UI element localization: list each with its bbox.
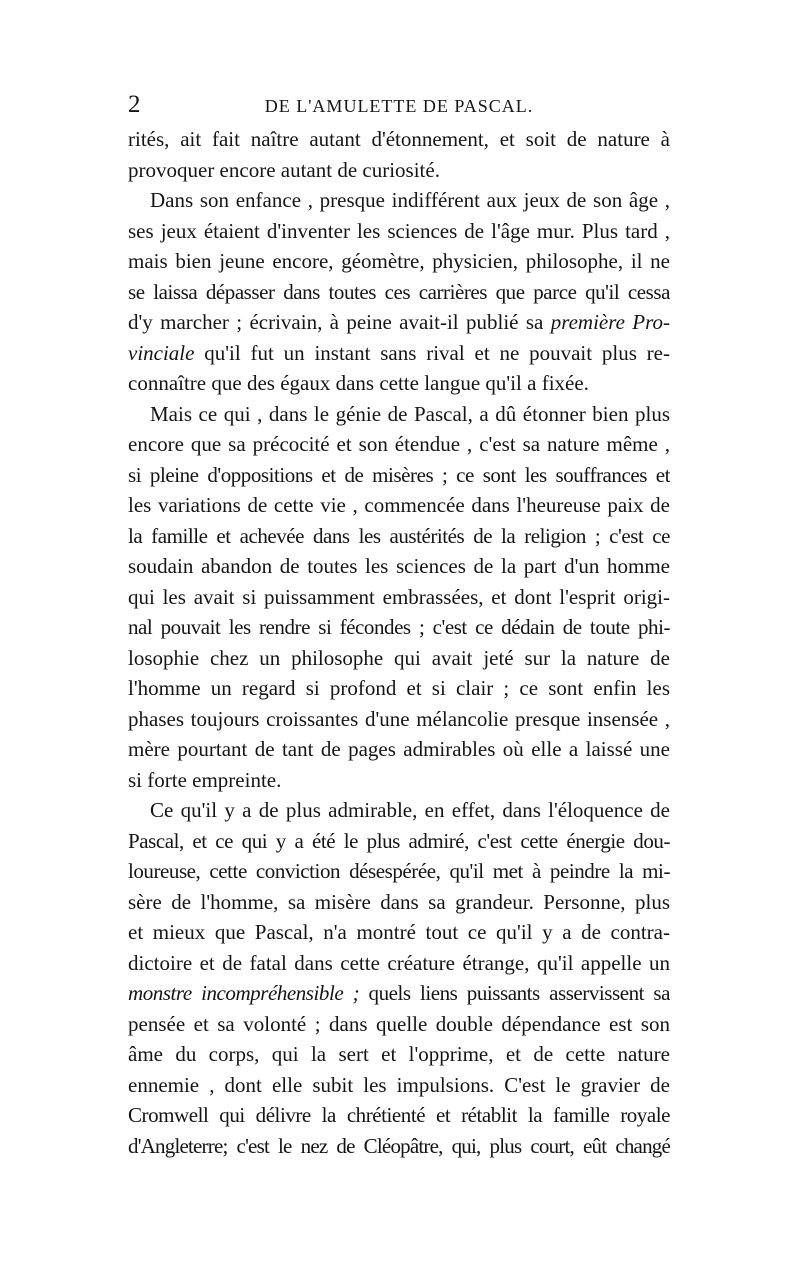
paragraph (128, 124, 670, 185)
text-line: phases toujours croissantes d'une mélancolie presque insensée , (128, 706, 670, 731)
text-line: loureuse, cette conviction désespérée, qu'il met à peindre la mi- (128, 859, 670, 883)
text-line: et mieux que Pascal, n'a montré tout ce qu'il y a de contra- (128, 920, 670, 944)
paragraph (128, 399, 670, 796)
text-line: se laissa dépasser dans toutes ces carrières que parce qu'il cessa (128, 279, 670, 304)
text-line: Cromwell qui délivre la chrétienté et rétablit la famille royale (128, 1103, 670, 1127)
text-line: si pleine d'oppositions et de misères ; ce sont les souffrances et (128, 462, 670, 487)
text-line: pensée et sa volonté ; dans quelle double dépendance est son (128, 1011, 670, 1036)
text-line: Ce qu'il y a de plus admirable, en effet, dans l'éloquence de (150, 798, 670, 822)
text-line: Dans son enfance , presque indifférent aux jeux de son âge , (150, 188, 670, 212)
text-line: soudain abandon de toutes les sciences de la part d'un homme (128, 554, 670, 578)
page-body (128, 124, 670, 1161)
text-line (128, 338, 670, 369)
text-line: âme du corps, qui la sert et l'opprime, et de cette nature (128, 1042, 670, 1066)
text-run: d'y marcher ; écrivain, à peine avait-il publié sa (128, 310, 544, 334)
text-run: qu'il fut un instant sans rival et ne pouvait plus re- (194, 340, 670, 365)
text-line: qui les avait si puissamment embrassées, et dont l'esprit origi- (128, 584, 670, 609)
text-line: Pascal, et ce qui y a été le plus admiré, c'est cette énergie dou- (128, 828, 670, 853)
text-line: la famille et achevée dans les austérités de la religion ; c'est ce (128, 523, 670, 548)
running-title: DE L'AMULETTE DE PASCAL. (264, 96, 534, 116)
page-number: 2 (128, 91, 141, 118)
text-line: Mais ce qui , dans le génie de Pascal, a dû étonner bien plus (150, 401, 670, 426)
text-line: mais bien jeune encore, géomètre, physicien, philosophe, il ne (128, 249, 670, 273)
text-line: connaître que des égaux dans cette langue qu'il a fixée. (128, 371, 589, 395)
text-line: si forte empreinte. (128, 767, 282, 792)
paragraph (128, 185, 670, 399)
text-line: les variations de cette vie , commencée dans l'heureuse paix de (128, 493, 670, 517)
text-line: encore que sa précocité et son étendue , c'est sa nature même , (128, 432, 670, 456)
page-header (128, 92, 670, 118)
text-line: nal pouvait les rendre si fécondes ; c'est ce dédain de toute phi- (128, 615, 670, 639)
text-line: provoquer encore autant de curiosité. (128, 157, 440, 182)
text-line: l'homme un regard si profond et si clair ; ce sont enfin les (128, 676, 670, 700)
text-line: ses jeux étaient d'inventer les sciences de l'âge mur. Plus tard , (128, 218, 670, 243)
text-line: d'Angleterre; c'est le nez de Cléopâtre, qui, plus court, eût changé (128, 1133, 670, 1158)
text-line: rités, ait fait naître autant d'étonnement, et soit de nature à (128, 127, 670, 151)
text-line: sère de l'homme, sa misère dans sa grandeur. Personne, plus (128, 889, 670, 914)
text-line (128, 307, 670, 338)
text-line: dictoire et de fatal dans cette créature étrange, qu'il appelle un (128, 950, 670, 975)
italic-title: vinciale (128, 340, 195, 365)
text-line: mère pourtant de tant de pages admirables où elle a laissé une (128, 737, 670, 761)
text-line (128, 978, 670, 1009)
italic-quote: monstre incompréhensible ; (128, 981, 360, 1005)
paragraph (128, 795, 670, 1161)
text-line: ennemie , dont elle subit les impulsions. C'est le gravier de (128, 1072, 670, 1097)
text-run: quels liens puissants asservissent sa (359, 981, 670, 1005)
text-line: losophie chez un philosophe qui avait jeté sur la nature de (128, 645, 670, 670)
italic-title: première Pro- (550, 310, 671, 334)
